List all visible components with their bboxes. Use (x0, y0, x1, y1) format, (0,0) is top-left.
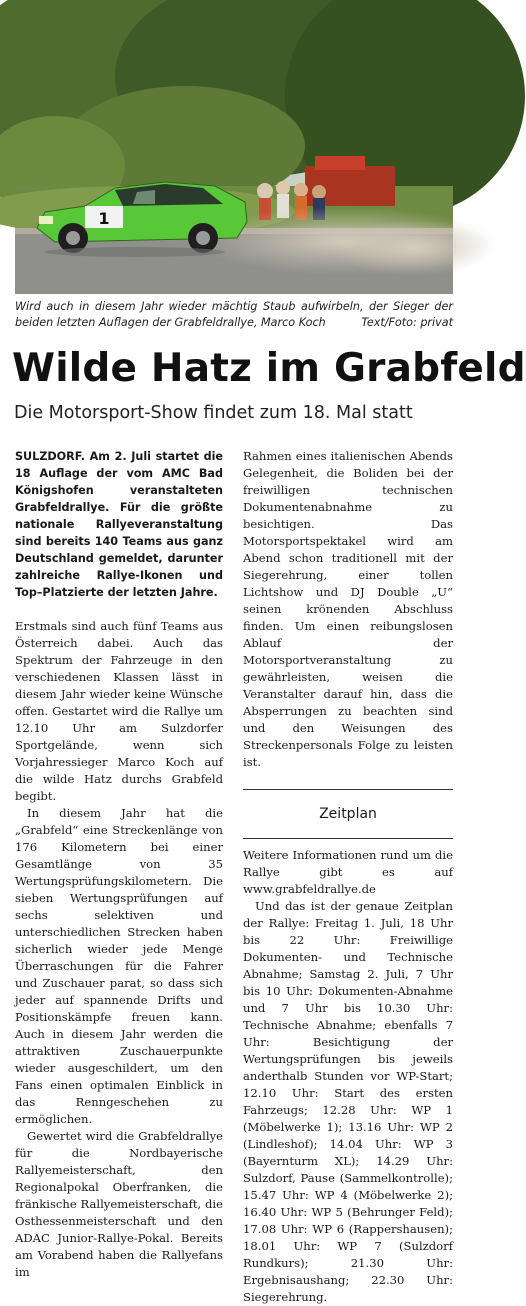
article-paragraph: Gewertet wird die Grabfeldrallye für die Nordbayerische Rallyemeisterschaft, den Regionalpokal Oberfranken, die fränkische Rallyemeisterschaft, die Osthessenmeisterschaft und den ADAC Junior-Rallye-Pokal. Bereits am Vorabend haben die Rallyefans im (15, 1129, 223, 1279)
divider (243, 838, 453, 839)
schedule-heading: Zeitplan (319, 806, 377, 822)
article-column-left (15, 448, 223, 1281)
divider (243, 789, 453, 790)
article-column-right (243, 448, 453, 1306)
article-photo (15, 16, 453, 294)
article-paragraph: Rahmen eines italienischen Abends Gelegenheit, die Boliden bei der freiwilligen technischen Dokumentenabnahme zu besichtigen. Das Motorsportspektakel wird am Abend schon traditionell mit der Siegerehrung, einer tollen Lichtshow und DJ Double „U“ seinen krönenden Abschluss finden. Um einen reibungslosen Ablauf der Motorsportveranstaltung zu gewährleisten, weisen die Veranstalter darauf hin, dass die Absperrungen zu beachten sind und den Weisungen des Streckenpersonals Folge zu leisten ist. (243, 449, 453, 769)
caption-text: Wird auch in diesem Jahr wieder mächtig Staub aufwirbeln, der Sieger der beiden letzten Auflagen der Grabfeldrallye, Marco Koch (15, 300, 453, 329)
article-headline: Wilde Hatz im Grabfeld (12, 346, 526, 391)
article-lead: SULZDORF. Am 2. Juli startet die 18 Auflage der vom AMC Bad Königshofen veranstalteten Grabfeldrallye. Für die größte nationale Rallyeveranstaltung sind bereits 140 Teams aus ganz Deutschland gemeldet, darunter zahlreiche Rallye-Ikonen und Top–Platzierte der letzten Jahre. (15, 450, 223, 599)
photo-credit: Text/Foto: privat (361, 316, 453, 329)
car-start-number: 1 (98, 209, 110, 228)
rally-car-photo (15, 16, 453, 294)
schedule-text: Und das ist der genaue Zeitplan der Rallye: Freitag 1. Juli, 18 Uhr bis 22 Uhr: Freiwillige Dokumenten- und Technische Abnahme; Samstag 2. Juli, 7 Uhr bis 10 Uhr: Dokumenten-Abnahme und 7 Uhr bis 10.30 Uhr: Technische Abnahme; ebenfalls 7 Uhr: Besichtigung der Wertungsprüfungen bis jeweils anderthalb Stunden vor WP-Start; 12.10 Uhr: Start des ersten Fahrzeugs; 12.28 Uhr: WP 1 (Möbelwerke 1); 13.16 Uhr: WP 2 (Lindleshof); 14.04 Uhr: WP 3 (Bayernturm XL); 14.29 Uhr: Sulzdorf, Pause (Sammelkontrolle); 15.47 Uhr: WP 4 (Möbelwerke 2); 16.40 Uhr: WP 5 (Behrunger Feld); 17.08 Uhr: WP 6 (Rappershausen); 18.01 Uhr: WP 7 (Sulzdorf Rundkurs); 21.30 Uhr: Ergebnisaushang; 22.30 Uhr: Siegerehrung. (243, 899, 453, 1304)
article-paragraph: In diesem Jahr hat die „Grabfeld“ eine Streckenlänge von 176 Kilometern bei einer Gesamtlänge von 35 Wertungsprüfungskilometern. Die sieben Wertungsprüfungen auf sechs selektiven und unterschiedlichen Strecken haben sicherlich wieder jede Menge Überraschungen für die Fahrer und Zuschauer parat, so dass sich jeder auf spannende Drifts und Positionskämpfe freuen kann. Auch in diesem Jahr werden die attraktiven Zuschauerpunkte wieder ausgeschildert, um den Fans einen optimalen Einblick in das Renngeschehen zu ermöglichen. (15, 806, 223, 1126)
photo-caption (15, 299, 453, 331)
article-paragraph: Weitere Informationen rund um die Rallye gibt es auf www.grabfeldrallye.de (243, 848, 453, 896)
article-paragraph: Erstmals sind auch fünf Teams aus Österreich dabei. Auch das Spektrum der Fahrzeuge in den verschiedenen Klassen lässt in diesem Jahr wieder keine Wünsche offen. Gestartet wird die Rallye um 12.10 Uhr am Sulzdorfer Sportgelände, wenn sich Vorjahressieger Marco Koch auf die wilde Hatz durchs Grabfeld begibt. (15, 619, 223, 803)
article-subheadline: Die Motorsport-Show findet zum 18. Mal statt (14, 403, 413, 423)
